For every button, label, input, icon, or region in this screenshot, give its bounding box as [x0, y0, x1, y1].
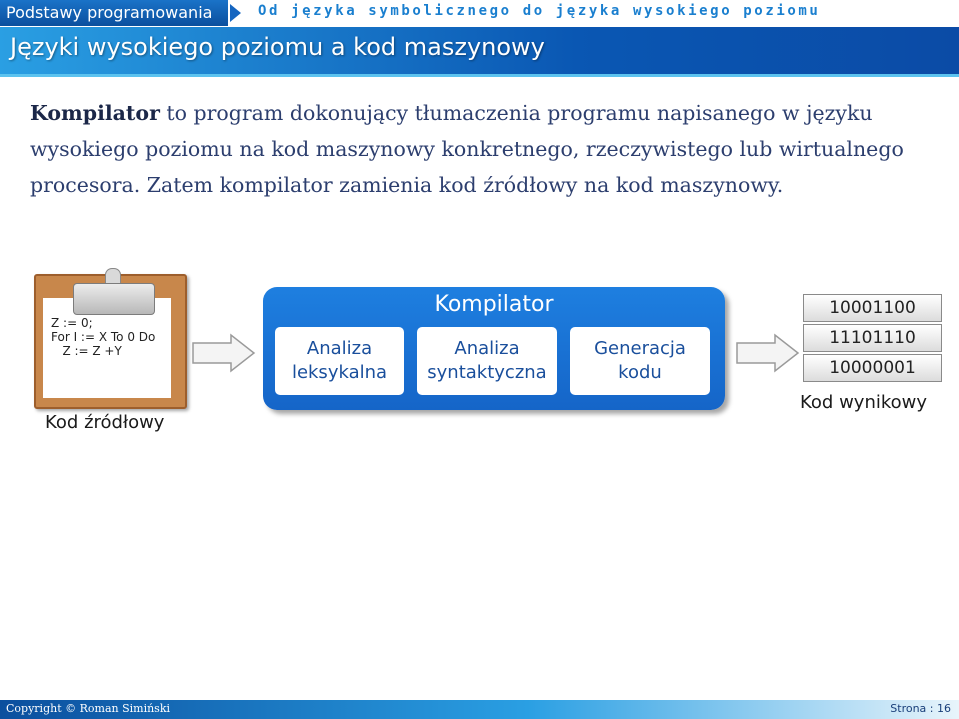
definition-paragraph	[30, 95, 930, 203]
definition-text: to program dokonujący tłumaczenia programu napisanego w języku wysokiego poziomu na kod maszynowy konkretnego, rzeczywistego lub wirtualnego procesora. Zatem kompilator zamienia kod źródłowy na kod maszynowy.	[30, 101, 904, 197]
triangle-arrow-icon	[230, 4, 241, 22]
section-subtitle: Od języka symbolicznego do języka wysokiego poziomu	[258, 3, 821, 19]
clipboard-clip	[73, 283, 155, 315]
footer-bar	[0, 700, 959, 719]
machine-code-stack	[803, 294, 942, 384]
title-underline	[0, 74, 959, 77]
phase-codegen: Generacja kodu	[570, 327, 710, 395]
top-bar	[0, 0, 959, 26]
compiler-box	[263, 287, 725, 410]
compiler-title: Kompilator	[434, 292, 554, 317]
output-code-label: Kod wynikowy	[800, 392, 928, 413]
copyright: Copyright © Roman Simiński	[6, 702, 171, 715]
source-code-label: Kod źródłowy	[45, 412, 165, 433]
course-title: Podstawy programowania	[0, 0, 228, 26]
source-code: Z := 0; For I := X To 0 Do Z := Z +Y	[51, 316, 156, 358]
page-number: Strona : 16	[890, 702, 951, 715]
machine-code-word: 10001100	[803, 294, 942, 322]
arrow-right-icon	[191, 333, 257, 373]
phase-syntax: Analiza syntaktyczna	[417, 327, 557, 395]
phase-lexical: Analiza leksykalna	[275, 327, 404, 395]
slide-title: Języki wysokiego poziomu a kod maszynowy	[10, 33, 545, 61]
machine-code-word: 11101110	[803, 324, 942, 352]
machine-code-word: 10000001	[803, 354, 942, 382]
title-bar	[0, 27, 959, 74]
term-compiler: Kompilator	[30, 101, 160, 125]
arrow-right-icon	[735, 333, 801, 373]
